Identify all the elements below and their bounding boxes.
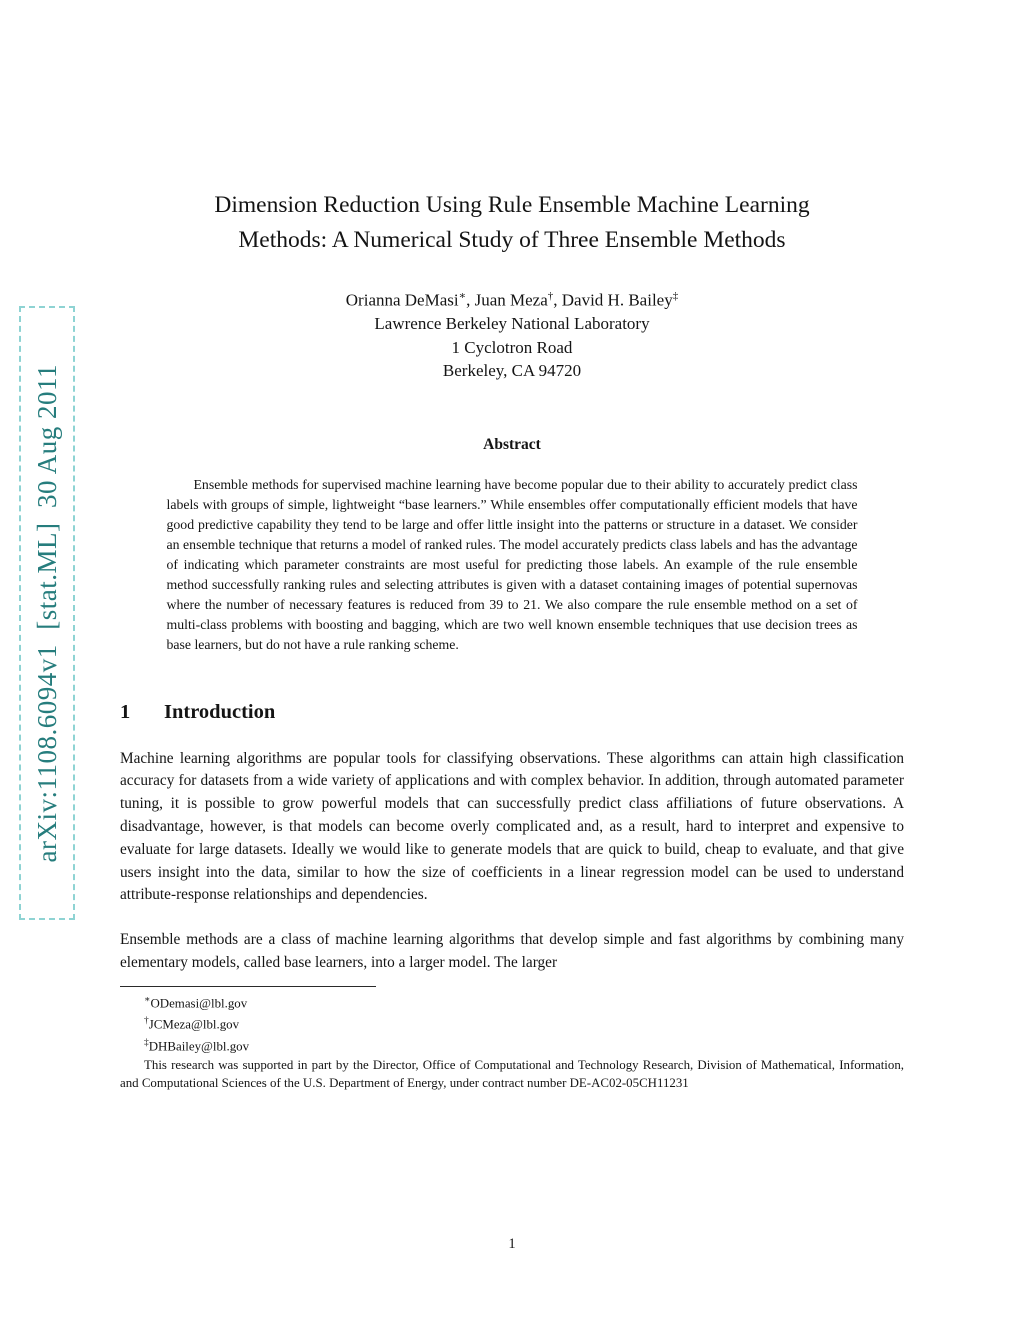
intro-paragraph-1: Machine learning algorithms are popular tools for classifying observations. These algorithms can attain high classification accuracy for datasets from a wide variety of applications and with complex behavior. In addition, through automated parameter tuning, it is possible to grow powerful models that can successfully predict class affiliations of future observations. A disadvantage, however, is that models can become overly complicated and, as a result, hard to interpret and expensive to evaluate for large datasets. Ideally we would like to generate models that are quick to build, cheap to evaluate, and that give users insight into the data, similar to how the size of coefficients in a linear regression model can be used to understand attribute-response relationships and dependencies. <box>120 749 904 904</box>
page-number: 1 <box>508 1236 516 1252</box>
footnote-email-3 <box>120 1034 904 1056</box>
author-mark-3: ‡ <box>672 290 679 302</box>
author-name-3: David H. Bailey <box>561 290 673 310</box>
affiliation-city: Berkeley, CA 94720 <box>442 361 582 381</box>
arxiv-stamp-text: arXiv:1108.6094v1 [stat.ML] 30 Aug 2011 <box>31 363 62 863</box>
affiliation-address: 1 Cyclotron Road <box>451 337 573 357</box>
section-heading-introduction <box>120 701 904 724</box>
section-title: Introduction <box>164 700 276 723</box>
footnote-text-1: ODemasi@lbl.gov <box>150 996 248 1011</box>
author-block <box>120 285 904 383</box>
footnote-text-3: DHBailey@lbl.gov <box>148 1039 250 1054</box>
affiliation: Lawrence Berkeley National Laboratory <box>374 314 650 334</box>
paper-title-line1: Dimension Reduction Using Rule Ensemble Machine Learning <box>214 192 810 218</box>
footnote-email-1 <box>120 991 904 1013</box>
author-name-2: Juan Meza <box>474 290 548 310</box>
author-sep-1: , <box>466 290 475 310</box>
author-name-1: Orianna DeMasi <box>345 290 459 310</box>
author-line <box>120 285 904 312</box>
footnote-mark-3: ‡ <box>144 1038 149 1049</box>
abstract-heading: Abstract <box>483 435 541 453</box>
section-number: 1 <box>120 700 131 723</box>
author-mark-1: ∗ <box>458 290 467 302</box>
paper-content <box>120 0 904 1092</box>
footnote-email-2 <box>120 1012 904 1034</box>
footnotes <box>120 991 904 1092</box>
author-sep-2: , <box>553 290 562 310</box>
abstract-text: Ensemble methods for supervised machine learning have become popular due to their ability to accurately predict class labels with groups of simple, lightweight “base learners.” While ensembles offer computationally efficient models that have good predictive capability they tend to be large and offer little insight into the patterns or structure in a dataset. We consider an ensemble technique that returns a model of ranked rules. The model accurately predicts class labels and has the advantage of indicating which parameter constraints are most useful for predicting those labels. An example of the rule ensemble method successfully ranking rules and selecting attributes is given with a dataset containing images of potential supernovas where the number of necessary features is reduced from 39 to 21. We also compare the rule ensemble method on a set of multi-class problems with boosting and bagging, which are two well known ensemble techniques that use decision trees as base learners, but do not have a rule ranking scheme. <box>166 476 858 652</box>
paper-title-line2: Methods: A Numerical Study of Three Ensemble Methods <box>238 227 786 253</box>
arxiv-stamp-box <box>19 306 75 920</box>
footnote-support-statement: This research was supported in part by the Director, Office of Computational and Technology Research, Division of Mathematical, Information, and Computational Sciences of the U.S. Department of Energy, under contract number DE-AC02-05CH11231 <box>120 1057 904 1090</box>
author-mark-2: † <box>547 290 554 302</box>
footnote-divider <box>120 986 376 987</box>
footnote-text-2: JCMeza@lbl.gov <box>148 1017 240 1032</box>
intro-paragraph-2: Ensemble methods are a class of machine learning algorithms that develop simple and fast algorithms by combining many elementary models, called base learners, into a larger model. The larger <box>120 931 904 972</box>
paper-title <box>120 188 904 258</box>
footnote-mark-1: ∗ <box>144 994 151 1005</box>
footnote-mark-2: † <box>144 1016 149 1027</box>
